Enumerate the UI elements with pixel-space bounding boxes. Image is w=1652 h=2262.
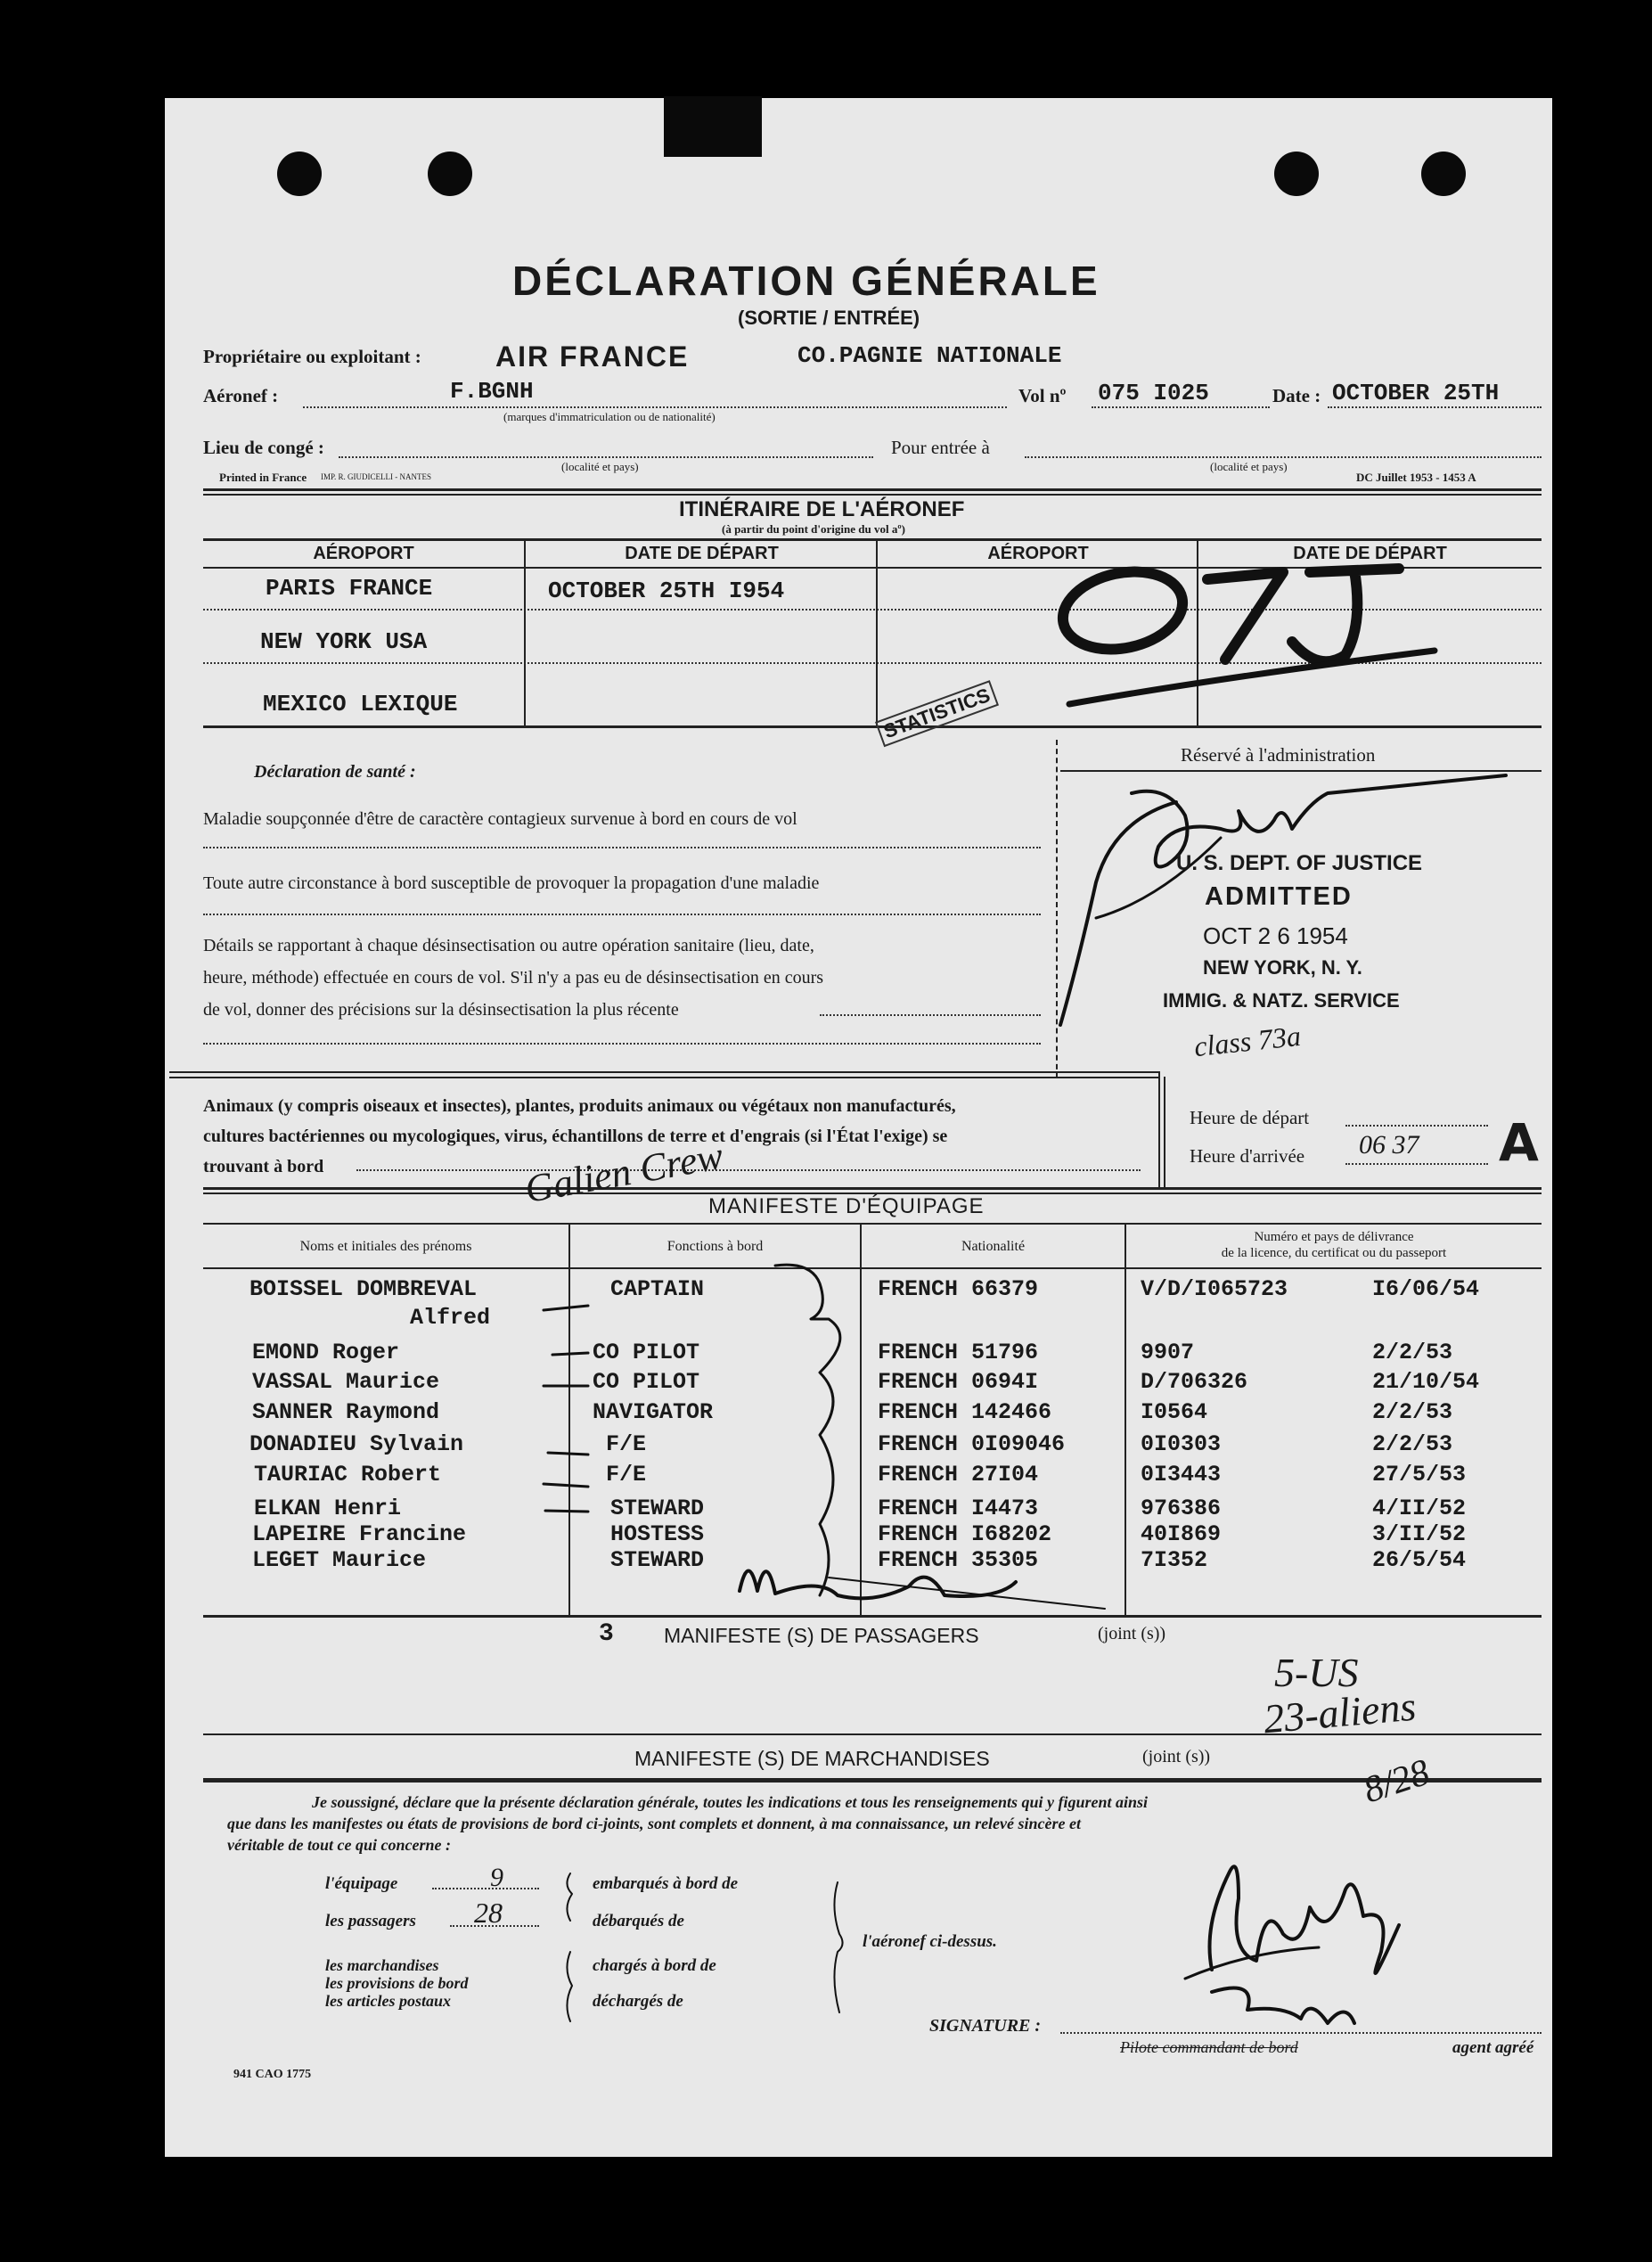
crew-member-license: 7I352 [1141,1547,1208,1573]
health-title: Déclaration de santé : [254,762,416,782]
crew-member-name: LEGET Maurice [252,1547,427,1573]
statistics-stamp: STATISTICS [875,680,999,747]
crew-member-license: 40I869 [1141,1521,1222,1547]
crew-count-label: l'équipage [325,1874,398,1893]
arrival-suffix: A [1499,1112,1539,1173]
crew-member-license: 0I0303 [1141,1431,1222,1457]
embarked-label: embarqués à bord de [593,1874,739,1893]
crew-member-name: SANNER Raymond [252,1399,440,1425]
crew-member-license-date: 26/5/54 [1372,1547,1467,1573]
crew-member-name: ELKAN Henri [254,1496,402,1521]
crew-member-name: DONADIEU Sylvain [249,1431,464,1457]
crew-member-function: F/E [606,1462,647,1488]
stamp-date: OCT 2 6 1954 [1203,922,1348,949]
health-line-3c: de vol, donner des précisions sur la désinsectisation la plus récente [203,1000,679,1020]
crew-member-license: V/D/I065723 [1141,1276,1288,1302]
agent-label: agent agréé [1452,2038,1534,2057]
crew-col-nationality: Nationalité [961,1239,1026,1254]
crew-member-nationality: FRENCH 66379 [878,1276,1039,1302]
crew-member-license-date: 27/5/53 [1372,1462,1467,1488]
entry-label: Pour entrée à [891,437,990,458]
crew-member-function: STEWARD [610,1496,705,1521]
struck-text: Pilote commandant de bord [1120,2038,1298,2056]
crew-member-nationality: FRENCH 142466 [878,1399,1052,1425]
form-code: 941 CAO 1775 [233,2068,312,2081]
health-line-2: Toute autre circonstance à bord susceptible de provoquer la propagation d'une maladie [203,873,820,893]
crew-member-license: 9907 [1141,1340,1195,1365]
provisions-label: les provisions de bord [325,1974,469,1992]
crew-member-license: 0I3443 [1141,1462,1222,1488]
health-line-1: Maladie soupçonnée d'être de caractère contagieux survenue à bord en cours de vol [203,809,797,829]
owner-value: AIR FRANCE [495,340,690,373]
animals-line-1: Animaux (y compris oiseaux et insectes), plantes, produits animaux ou végétaux non manufacturés, [203,1096,956,1116]
brace-right [829,1881,855,2014]
crew-col-license-a: Numéro et pays de délivrance [1254,1230,1414,1244]
disembarked-label: débarqués de [593,1912,684,1930]
itinerary-col-airport-2: AÉROPORT [987,544,1089,563]
crew-member-license: 976386 [1141,1496,1222,1521]
owner-label: Propriétaire ou exploitant : [203,346,421,367]
passenger-manifest-label: MANIFESTE (S) DE PASSAGERS [664,1624,979,1647]
departure-hint: (localité et pays) [561,460,639,473]
signature-label: SIGNATURE : [929,2016,1042,2036]
crew-member-license-date: 2/2/53 [1372,1340,1453,1365]
crew-member-nationality: FRENCH 0694I [878,1369,1039,1395]
aircraft-hint: (marques d'immatriculation ou de nationalité) [503,410,716,423]
crew-member-function: CO PILOT [593,1340,700,1365]
passenger-manifest-joint: (joint (s)) [1098,1624,1166,1643]
crew-member-license-date: 4/II/52 [1372,1496,1467,1521]
handwritten-captain-signature [1176,1845,1443,2041]
goods-manifest-joint: (joint (s)) [1142,1747,1211,1766]
aircraft-value: F.BGNH [450,378,534,405]
itinerary-title: ITINÉRAIRE DE L'AÉRONEF [679,497,965,521]
departure-label: Lieu de congé : [203,437,324,458]
crew-count-value: 9 [490,1863,503,1892]
flight-label: Vol nº [1018,385,1067,406]
handwritten-declaration-note: 8/28 [1358,1751,1435,1812]
handwritten-crew-note: Galien Crew [521,1133,727,1212]
crew-manifest-title: MANIFESTE D'ÉQUIPAGE [708,1194,985,1218]
crew-member-nationality: FRENCH 0I09046 [878,1431,1066,1457]
itinerary-date-1: OCTOBER 25TH I954 [548,578,785,604]
crew-col-name: Noms et initiales des prénoms [299,1239,472,1254]
crew-col-function: Fonctions à bord [667,1239,764,1254]
goods-manifest-label: MANIFESTE (S) DE MARCHANDISES [634,1747,990,1770]
health-line-3b: heure, méthode) effectuée en cours de vol. S'il n'y a pas eu de désinsectisation en cours [203,968,824,988]
crew-member-nationality: FRENCH I68202 [878,1521,1052,1547]
stamp-dept-justice: U. S. DEPT. OF JUSTICE [1176,851,1423,875]
punch-hole [1274,152,1319,196]
handwritten-075 [1043,553,1452,722]
passenger-count-label: les passagers [325,1912,416,1930]
crew-member-function: CO PILOT [593,1369,700,1395]
entry-hint: (localité et pays) [1210,460,1288,473]
animals-line-2: cultures bactériennes ou mycologiques, virus, échantillons de terre et d'engrais (si l'État l'exige) se [203,1127,948,1146]
itinerary-airport-2: NEW YORK USA [260,628,428,655]
passenger-count-value: 28 [474,1897,503,1929]
departure-time-label: Heure de départ [1190,1107,1310,1128]
handwritten-passenger-note-1: 5-US [1274,1650,1359,1695]
crew-member-function: NAVIGATOR [593,1399,714,1425]
crew-member-license-date: I6/06/54 [1372,1276,1480,1302]
goods-count-label: les marchandises [325,1956,439,1974]
handwritten-passenger-note-2: 23-aliens [1262,1683,1419,1742]
crew-member-nationality: FRENCH I4473 [878,1496,1039,1521]
animals-line-3: trouvant à bord [203,1157,324,1176]
crew-member-function: STEWARD [610,1547,705,1573]
arrival-time-label: Heure d'arrivée [1190,1145,1305,1167]
declaration-line-3: véritable de tout ce qui concerne : [227,1836,451,1854]
aircraft-label: Aéronef : [203,385,279,406]
crew-member-license-date: 2/2/53 [1372,1431,1453,1457]
itinerary-airport-3: MEXICO LEXIQUE [263,691,458,717]
itinerary-airport-1: PARIS FRANCE [266,575,433,602]
crew-member-name: VASSAL Maurice [252,1369,440,1395]
printer-label: Printed in France [219,471,307,484]
handwritten-crew-bracket [535,1257,1123,1631]
arrival-time-value: 06 37 [1359,1130,1419,1160]
punch-hole [277,152,322,196]
punch-hole [428,152,472,196]
declaration-line-1: Je soussigné, déclare que la présente déclaration générale, toutes les indications et tous les renseignements qui y figurent ainsi [312,1793,1149,1811]
printer-detail: IMP. R. GIUDICELLI - NANTES [321,472,431,481]
company-value: CO.PAGNIE NATIONALE [797,342,1062,369]
crew-member-name: BOISSEL DOMBREVAL [249,1276,478,1302]
crew-member-function: HOSTESS [610,1521,705,1547]
health-line-3a: Détails se rapportant à chaque désinsectisation ou autre opération sanitaire (lieu, date, [203,936,814,955]
declaration-line-2: que dans les manifestes ou états de provisions de bord ci-joints, sont complets et donnent, à ma connaissance, un relevé sincère et [227,1815,1082,1832]
crew-member-license-date: 2/2/53 [1372,1399,1453,1425]
passenger-manifest-count: 3 [599,1620,614,1648]
crew-member-license: I0564 [1141,1399,1208,1425]
crew-member-license: D/706326 [1141,1369,1248,1395]
unloaded-label: déchargés de [593,1992,683,2011]
crew-member-function: F/E [606,1431,647,1457]
binder-tab [664,96,762,157]
punch-hole [1421,152,1466,196]
itinerary-col-airport: AÉROPORT [313,544,414,563]
stamp-service: IMMIG. & NATZ. SERVICE [1163,989,1400,1012]
handwritten-class-note: class 73a [1192,1019,1303,1063]
crew-member-function: CAPTAIN [610,1276,705,1302]
crew-member-nationality: FRENCH 35305 [878,1547,1039,1573]
crew-member-name: EMOND Roger [252,1340,400,1365]
flight-value: 075 I025 [1098,380,1209,406]
date-value: OCTOBER 25TH [1332,380,1500,406]
stamp-city: NEW YORK, N. Y. [1203,956,1362,979]
itinerary-col-date: DATE DE DÉPART [625,544,779,563]
itinerary-subtitle: (à partir du point d'origine du vol aº) [722,522,905,536]
postal-label: les articles postaux [325,1992,452,2010]
crew-member-license-date: 21/10/54 [1372,1369,1480,1395]
crew-member-nationality: FRENCH 27I04 [878,1462,1039,1488]
crew-member-name-2: Alfred [410,1305,491,1331]
crew-member-name: LAPEIRE Francine [252,1521,467,1547]
form-reference: DC Juillet 1953 - 1453 A [1356,471,1476,484]
crew-member-name: TAURIAC Robert [254,1462,442,1488]
page-title: DÉCLARATION GÉNÉRALE [512,258,1100,304]
page-subtitle: (SORTIE / ENTRÉE) [738,307,920,329]
crew-member-nationality: FRENCH 51796 [878,1340,1039,1365]
stamp-admitted: ADMITTED [1205,882,1353,911]
crew-member-license-date: 3/II/52 [1372,1521,1467,1547]
itinerary-col-date-2: DATE DE DÉPART [1293,544,1447,563]
brace-left [561,1872,588,2023]
crew-col-license-b: de la licence, du certificat ou du passeport [1221,1246,1447,1260]
loaded-label: chargés à bord de [593,1956,716,1975]
admin-title: Réservé à l'administration [1181,744,1376,766]
aircraft-above-label: l'aéronef ci-dessus. [863,1932,997,1951]
date-label: Date : [1272,385,1321,406]
